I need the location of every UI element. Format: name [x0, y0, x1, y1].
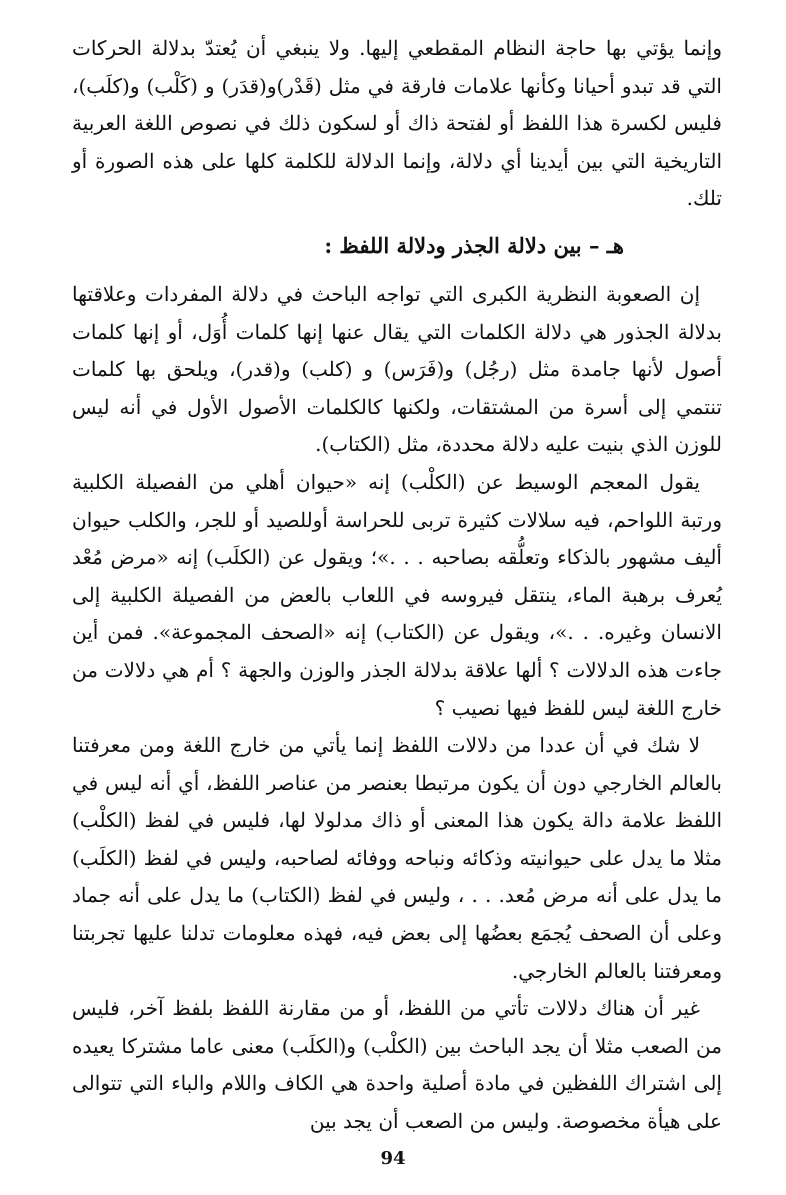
paragraph-continuation: وإنما يؤتي بها حاجة النظام المقطعي إليها. ولا ينبغي أن يُعتدّ بدلالة الحركات التي قد تبدو أحيانا وكأنها علامات فارقة في مثل (قَدْر)و(قدَر) و (كَلْب) و(كلَب)، فليس لكسرة هذا اللفظ أو لفتحة ذاك أو لسكون ذلك في نصوص اللغة العربية التاريخية التي بين أيدينا أي دلالة، وإنما الدلالة للكلمة كلها على هذه الصورة أو تلك.: [72, 36, 722, 211]
page-number: 94: [380, 1148, 406, 1169]
book-page: [72, 30, 722, 1150]
paragraph-external-meaning: لا شك في أن عددا من دلالات اللفظ إنما يأتي من خارج اللغة ومن معرفتنا بالعالم الخارجي دون أن يكون مرتبطا بعنصر من عناصر اللفظ، أي أنه ليس في اللفظ علامة دالة يكون هذا المعنى أو ذاك مدلولا لها، فليس في لفظ (الكلْب) مثلا ما يدل على حيوانيته وذكائه ونباحه ووفائه لصاحبه، وليس في لفظ (الكلَب) ما يدل على أنه مرض مُعد. . . ، وليس في لفظ (الكتاب) ما يدل على أنه جماد وعلى أن الصحف يُجمَع بعضُها إلى بعض فيه، فهذه معلومات تدلنا عليها تجربتنا ومعرفتنا بالعالم الخارجي.: [72, 733, 722, 983]
paragraph-word-comparison: غير أن هناك دلالات تأتي من اللفظ، أو من مقارنة اللفظ بلفظ آخر، فليس من الصعب مثلا أن يجد الباحث بين (الكلْب) و(الكلَب) معنى عاما مشتركا يعيده إلى اشتراك اللفظين في مادة أصلية واحدة هي الكاف واللام والباء التي تتوالى على هيأة مخصوصة. وليس من الصعب أن يجد بين: [72, 996, 722, 1134]
paragraph-dictionary-quote: يقول المعجم الوسيط عن (الكلْب) إنه «حيوان أهلي من الفصيلة الكلبية ورتبة اللواحم، فيه سلالات كثيرة تربى للحراسة أوللصيد أو للجر، والكلب حيوان أليف مشهور بالذكاء وتعلُّقه بصاحبه . . .»؛ ويقول عن (الكلَب) إنه «مرض مُعْد يُعرف برهبة الماء، ينتقل فيروسه في اللعاب بالعض من الفصيلة الكلبية إلى الانسان وغيره. . .»، ويقول عن (الكتاب) إنه «الصحف المجموعة». فمن أين جاءت هذه الدلالات ؟ ألها علاقة بدلالة الجذر والوزن والجهة ؟ أم هي دلالات من خارج اللغة ليس للفظ فيها نصيب ؟: [72, 469, 722, 720]
section-heading: هـ – بين دلالة الجذر ودلالة اللفظ :: [324, 232, 624, 258]
paragraph-root-difficulty: إن الصعوبة النظرية الكبرى التي تواجه الباحث في دلالة المفردات وعلاقتها بدلالة الجذور هي دلالة الكلمات التي يقال عنها إنها كلمات أُوَل، أو إنها كلمات أصول لأنها جامدة مثل (رجُل) و(فَرَس) و (كلب) و(قدر)، ويلحق بها كلمات تنتمي إلى أسرة من المشتقات، ولكنها كالكلمات الأصول الأول في أنه ليس للوزن الذي بنيت عليه دلالة محددة، مثل (الكتاب).: [72, 281, 722, 457]
